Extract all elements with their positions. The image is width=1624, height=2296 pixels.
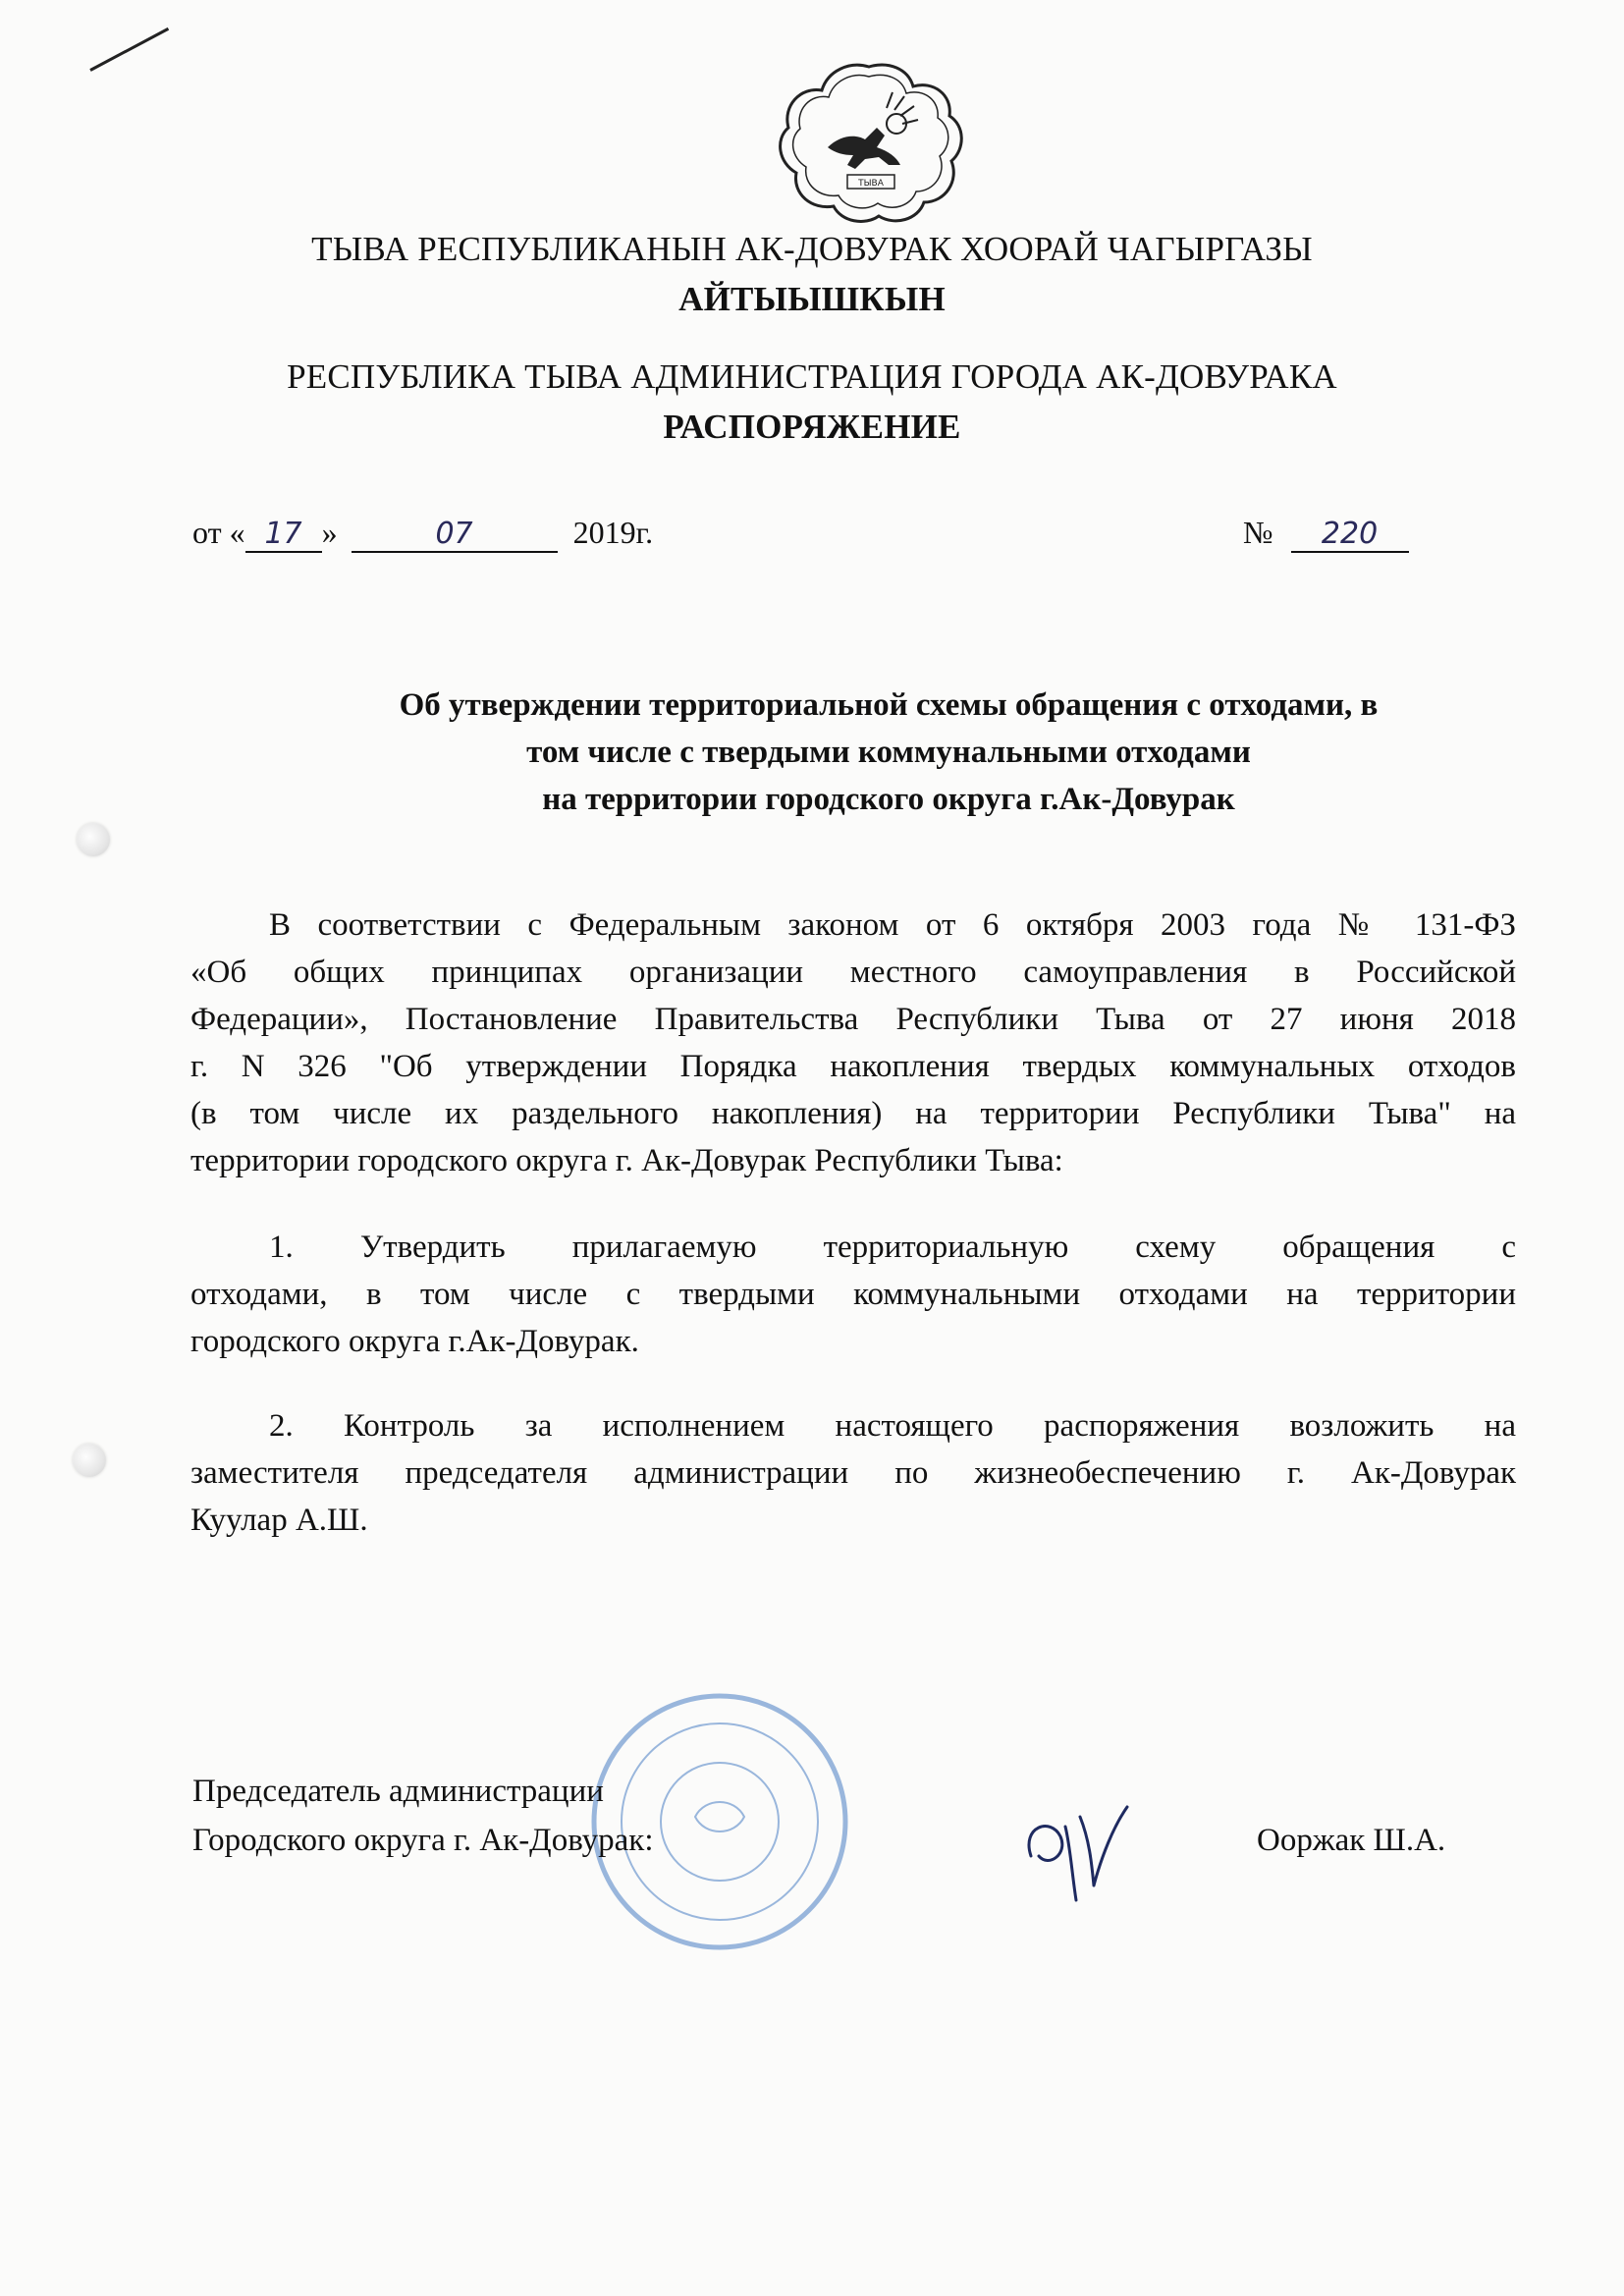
date-prefix: от « — [192, 515, 245, 550]
paragraph-line: заместителя председателя администрации по жизнеобеспечению г. Ак-Довурак — [190, 1455, 1516, 1491]
paragraph-line: (в том числе их раздельного накопления) на территории Республики Тыва" на — [190, 1096, 1516, 1131]
number-prefix: № — [1243, 515, 1273, 550]
document-title-line: том числе с твердыми коммунальными отходами — [526, 735, 1251, 770]
header-russian-title: РЕСПУБЛИКА ТЫВА АДМИНИСТРАЦИЯ ГОРОДА АК-ДОВУРАКА — [287, 357, 1337, 396]
official-stamp — [587, 1689, 852, 1954]
signatory-name: Ооржак Ш.А. — [1257, 1823, 1446, 1858]
date-close-quote: » — [321, 515, 338, 550]
paragraph-line: г. N 326 "Об утверждении Порядка накопления твердых коммунальных отходов — [190, 1049, 1516, 1084]
paragraph-line: Куулар А.Ш. — [190, 1503, 368, 1538]
signatory-organization: Городского округа г. Ак-Довурак: — [192, 1823, 654, 1858]
scan-artifact-line — [89, 27, 169, 72]
paragraph-line: территории городского округа г. Ак-Довурак Республики Тыва: — [190, 1143, 1063, 1178]
emblem-label: ТЫВА — [858, 179, 884, 189]
header-tuvan-doctype: АЙТЫЫШКЫН — [678, 280, 946, 318]
handwritten-signature — [1011, 1787, 1149, 1905]
document-title-line: на территории городского округа г.Ак-Довурак — [542, 782, 1235, 817]
punch-hole — [73, 1444, 106, 1477]
paragraph-line: 1. Утвердить прилагаемую территориальную схему обращения с — [269, 1230, 1516, 1265]
paragraph-line: Федерации», Постановление Правительства Республики Тыва от 27 июня 2018 — [190, 1002, 1516, 1037]
punch-hole — [77, 823, 110, 856]
date-line — [192, 515, 653, 553]
header-russian-doctype: РАСПОРЯЖЕНИЕ — [663, 408, 961, 446]
header-tuvan-title: ТЫВА РЕСПУБЛИКАНЫН АК-ДОВУРАК ХООРАЙ ЧАГЫРГАЗЫ — [311, 230, 1313, 268]
document-number-line — [1243, 515, 1409, 553]
paragraph-line: городского округа г.Ак-Довурак. — [190, 1324, 639, 1359]
document-title-line: Об утверждении территориальной схемы обращения с отходами, в — [399, 687, 1379, 723]
paragraph-line: 2. Контроль за исполнением настоящего распоряжения возложить на — [269, 1408, 1516, 1444]
date-month: 07 — [352, 518, 558, 553]
tuva-emblem-icon — [771, 59, 967, 226]
signatory-position: Председатель администрации — [192, 1774, 604, 1809]
date-day: 17 — [245, 518, 322, 553]
paragraph-line: В соответствии с Федеральным законом от 6 октября 2003 года № 131-ФЗ — [269, 907, 1516, 943]
paragraph-line: отходами, в том числе с твердыми коммунальными отходами на территории — [190, 1277, 1516, 1312]
document-number: 220 — [1291, 518, 1409, 553]
paragraph-line: «Об общих принципах организации местного самоуправления в Российской — [190, 955, 1516, 990]
date-year: 2019г. — [572, 515, 654, 550]
